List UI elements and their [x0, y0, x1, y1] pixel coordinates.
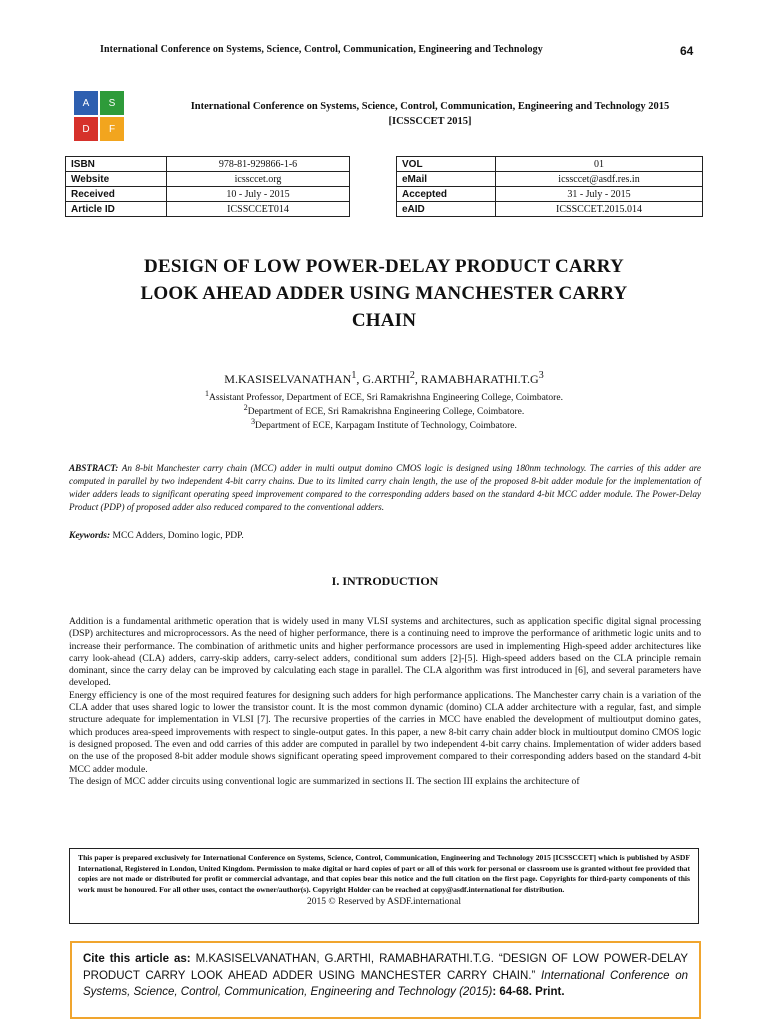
paper-title	[70, 253, 698, 334]
abstract-text: An 8-bit Manchester carry chain (MCC) adder in multi output domino CMOS logic is designed using 180nm technology. The carries of this adder are computed in parallel by two independent 4-bit carry chains. Due to its limited carry chain length, the use of the proposed 8-bit adder module for the implementation of wider adders leads to significant operating speed improvement compared to the corresponding adders based on the standard 4-bit MCC adder module. The Power-Delay Product (PDP) of proposed adder also reduced compared to the conventional adders.	[69, 463, 701, 512]
asdf-logo	[74, 91, 126, 143]
logo-cell-f: F	[100, 117, 124, 141]
citation-box	[70, 941, 701, 1019]
cite-venue: International Conference on Systems, Science, Control, Communication, Engineering and Technology (2015)	[83, 969, 688, 998]
copyright-line: 2015 © Reserved by ASDF.international	[307, 897, 461, 908]
meta-key: Website	[66, 172, 167, 187]
affiliation	[100, 417, 668, 431]
table-row	[397, 157, 703, 172]
meta-key: eAID	[397, 202, 496, 217]
metadata-table-right	[396, 156, 703, 217]
meta-value: 01	[496, 157, 703, 172]
abstract-label: ABSTRACT:	[69, 463, 119, 473]
cite-pages: : 64-68. Print.	[492, 986, 565, 998]
affiliation-text: Department of ECE, Sri Ramakrishna Engineering College, Coimbatore.	[247, 407, 525, 418]
table-row	[397, 187, 703, 202]
meta-key: Received	[66, 187, 167, 202]
meta-key: Accepted	[397, 187, 496, 202]
meta-key: eMail	[397, 172, 496, 187]
paragraph: Energy efficiency is one of the most required features for designing such adders for high performance applications. The Manchester carry chain is a variation of the CLA adder that uses shared logic to lower the transistor count. It is the most common dynamic (domino) CLA adder architecture with a regular, fast, and simple structure adequate for implementation in VLSI [7]. The recursive properties of the carries in MCC have enabled the development of multioutput domino gates, which produces area-speed improvements with respect to single-output gates. In this paper, a new 8-bit carry chain adder block in multioutput domino CMOS logic is designed proposed. The even and odd carries of this adder are computed in parallel by two independent 4-bit carry chains. Implementation of wider adders based on the use of the proposed 8-bit adder module shows significant operating speed improvement compared to their corresponding adders based on the standard 4-bit MCC adder module.	[69, 689, 701, 775]
affiliation	[100, 389, 668, 403]
author-name: RAMABHARATHI.T.G	[420, 372, 539, 386]
table-row	[66, 202, 350, 217]
table-row	[397, 202, 703, 217]
paragraph: The design of MCC adder circuits using conventional logic are summarized in sections II. The section III explains the architecture of	[69, 775, 580, 787]
author-name: G.ARTHI	[362, 372, 410, 386]
title-line: DESIGN OF LOW POWER-DELAY PRODUCT CARRY	[144, 256, 624, 277]
notice-text: This paper is prepared exclusively for International Conference on Systems, Science, Control, Communication, Engineering and Technology 2015 [ICSSCCET] which is published by ASDF International, Registered in London, United Kingdom. Permission to make digital or hard copies of part or all of this work for personal or classroom use is granted without fee provided that copies are not made or distributed for profit or commercial advantage, and that copies bear this notice and the full citation on the first page. Copyrights for third-party components of this work must be honoured. For all other uses, contact the owner/author(s). Copyright Holder can be reached at copy@asdf.international for distribution.	[78, 853, 690, 894]
table-row	[397, 172, 703, 187]
conference-title: International Conference on Systems, Science, Control, Communication, Engineering and Technology 2015 [ICSSCCET 2015]	[190, 101, 670, 127]
title-line: LOOK AHEAD ADDER USING MANCHESTER CARRY	[140, 283, 628, 304]
keywords-text: MCC Adders, Domino logic, PDP.	[112, 531, 244, 541]
table-row	[66, 157, 350, 172]
logo-cell-a: A	[74, 91, 98, 115]
metadata-table-left	[65, 156, 350, 217]
meta-value: icssccet@asdf.res.in	[496, 172, 703, 187]
logo-cell-s: S	[100, 91, 124, 115]
section-heading: I. INTRODUCTION	[331, 574, 439, 588]
affiliation-sup: 2	[243, 403, 248, 412]
title-line: CHAIN	[351, 310, 417, 331]
running-header: International Conference on Systems, Science, Control, Communication, Engineering and Technology	[100, 44, 543, 55]
meta-value: ICSSCCET.2015.014	[496, 202, 703, 217]
cite-label: Cite this article as:	[83, 953, 191, 965]
meta-value: 978-81-929866-1-6	[167, 157, 350, 172]
meta-key: ISBN	[66, 157, 167, 172]
meta-key: Article ID	[66, 202, 167, 217]
author-sup: 2	[409, 370, 415, 381]
table-row	[66, 172, 350, 187]
meta-value: ICSSCCET014	[167, 202, 350, 217]
abstract	[69, 462, 701, 514]
paragraph: Addition is a fundamental arithmetic operation that is widely used in many VLSI systems and architectures, such as application specific digital signal processing (DSP) architectures and microprocessors. As the need of higher performance, there is a continuing need to improve the performance of arithmetic logic units and to increase their performance. The combination of arithmetic units and higher performance processors are used in implementing High-speed adder architectures like carry look-ahead (CLA) adders, carry-skip adders, carry-select adders, conditional sum adders [2]-[5]. High-speed adders based on the CLA principle remain dominant, since the carry delay can be improved by calculating each stage in parallel. The CLA algorithm was first introduced in [6], and several parameters have developed.	[69, 616, 701, 689]
affiliation-sup: 1	[205, 389, 209, 398]
copyright-notice	[69, 848, 699, 924]
meta-value: icssccet.org	[167, 172, 350, 187]
affiliation-text: Department of ECE, Karpagam Institute of Technology, Coimbatore.	[255, 421, 517, 432]
author-sup: 3	[538, 370, 544, 381]
keywords	[69, 531, 244, 541]
affiliation-sup: 3	[251, 417, 256, 426]
table-row	[66, 187, 350, 202]
logo-cell-d: D	[74, 117, 98, 141]
keywords-label: Keywords:	[69, 531, 111, 541]
author-name: M.KASISELVANATHAN	[224, 372, 352, 386]
author-sup: 1	[351, 370, 357, 381]
meta-key: VOL	[397, 157, 496, 172]
cite-authors-title: M.KASISELVANATHAN, G.ARTHI, RAMABHARATHI.T.G. “DESIGN OF LOW POWER-DELAY PRODUCT CARRY LOOK AHEAD ADDER USING MANCHESTER CARRY CHAIN.”	[83, 953, 688, 982]
affiliation	[100, 403, 668, 417]
page-number: 64	[680, 44, 694, 58]
author-list: M.KASISELVANATHAN$^1$, G.ARTHI$^2$, $RAMABHARATHI.T.G^3$	[224, 370, 544, 386]
body-text	[69, 616, 701, 788]
affiliation-text: Assistant Professor, Department of ECE, Sri Ramakrishna Engineering College, Coimbatore.	[208, 393, 563, 404]
meta-value: 10 - July - 2015	[167, 187, 350, 202]
meta-value: 31 - July - 2015	[496, 187, 703, 202]
